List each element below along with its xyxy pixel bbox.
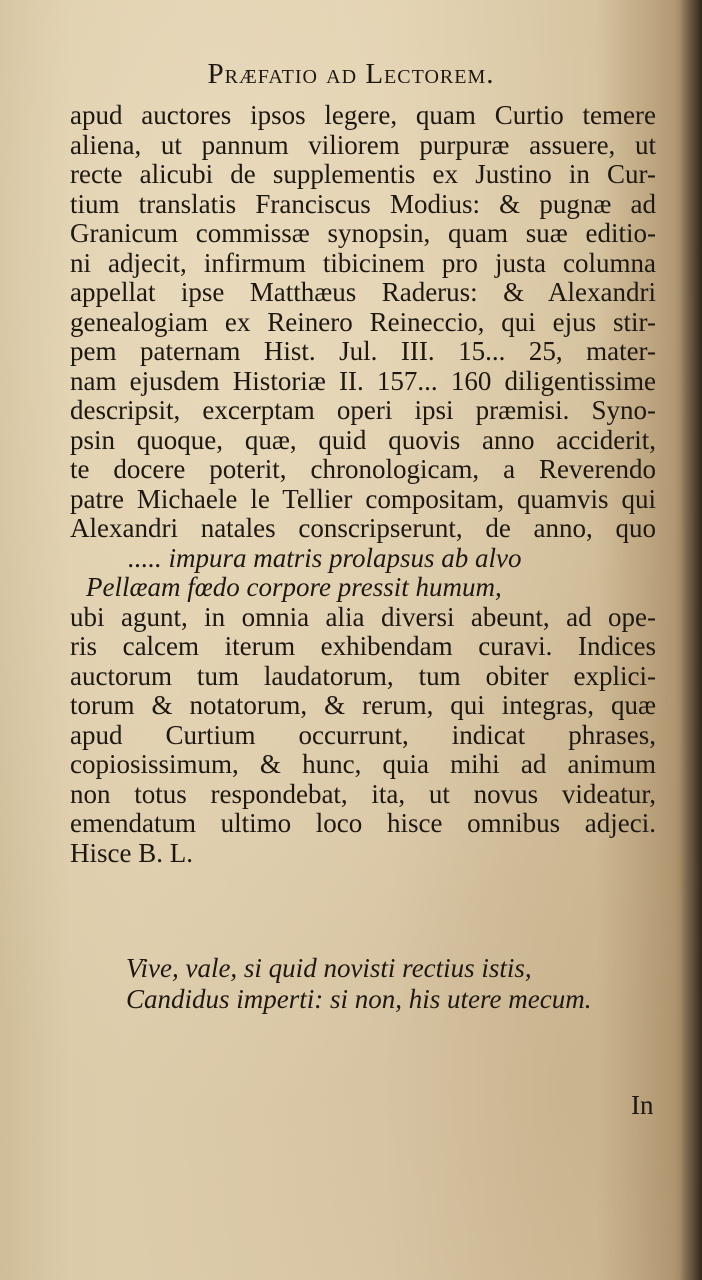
body-line: aliena, ut pannum viliorem purpuræ assuere, ut (70, 129, 656, 160)
body-line: apud auctores ipsos legere, quam Curtio temere (70, 100, 656, 130)
body-line: Alexandri natales conscripserunt, de anno, quo (70, 513, 656, 543)
body-line: torum & notatorum, & rerum, qui integras, quæ (70, 690, 656, 720)
body-line: ris calcem iterum exhibendam curavi. Indices (70, 631, 656, 661)
body-line: appellat ipse Matthæus Raderus: & Alexandri (70, 277, 656, 307)
body-line: ubi agunt, in omnia alia diversi abeunt, ad ope- (70, 601, 656, 632)
body-line: tium translatis Franciscus Modius: & pugnæ ad (70, 188, 656, 219)
body-line: emendatum ultimo loco hisce omnibus adjeci. (70, 808, 656, 838)
page-edge-shadow (680, 0, 702, 1280)
body-line: te docere poterit, chronologicam, a Reverendo (70, 454, 656, 484)
body-line: descripsit, excerptam operi ipsi præmisi. Syno- (70, 395, 656, 425)
body-line: psin quoque, quæ, quid quovis anno acciderit, (70, 424, 656, 455)
body-line: Hisce B. L. (70, 837, 193, 868)
body-line: apud Curtium occurrunt, indicat phrases, (70, 719, 656, 750)
running-head: Præfatio ad Lectorem. (207, 58, 495, 90)
closing-line: Vive, vale, si quid novisti rectius istis, (126, 953, 532, 983)
body-line: recte alicubi de supplementis ex Justino in Cur- (70, 159, 656, 189)
verse-line: ..... impura matris prolapsus ab alvo (128, 542, 522, 573)
body-line: non totus respondebat, ita, ut novus videatur, (70, 778, 656, 809)
body-line: pem paternam Hist. Jul. III. 15... 25, mater- (70, 336, 656, 366)
closing-line: Candidus imperti: si non, his utere mecum. (126, 984, 592, 1014)
catchword: In (631, 1090, 654, 1120)
body-line: auctorum tum laudatorum, tum obiter explici- (70, 660, 656, 691)
body-text (70, 101, 656, 868)
body-line: Granicum commissæ synopsin, quam suæ editio- (70, 218, 656, 248)
body-line: nam ejusdem Historiæ II. 157... 160 diligentissime (70, 365, 656, 396)
body-line: genealogiam ex Reinero Reineccio, qui ejus stir- (70, 306, 656, 337)
verse-line: Pellæam fœdo corpore pressit humum, (86, 572, 502, 602)
body-line: copiosissimum, & hunc, quia mihi ad animum (70, 749, 656, 779)
closing-verse (126, 953, 666, 1015)
body-line: patre Michaele le Tellier compositam, quamvis qui (70, 483, 656, 514)
body-line: ni adjecit, infirmum tibicinem pro justa columna (70, 247, 656, 278)
